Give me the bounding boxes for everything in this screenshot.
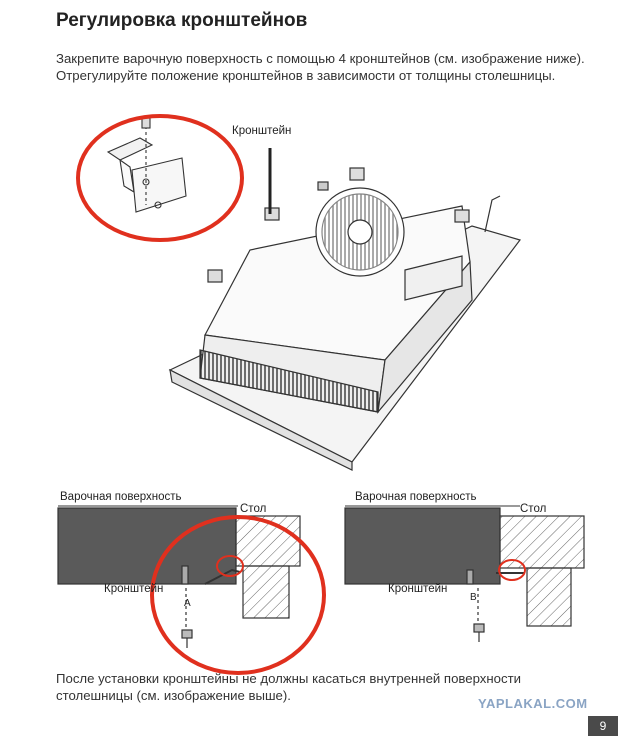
table-label-left: Стол — [240, 503, 267, 515]
page-number-badge: 9 — [588, 716, 618, 736]
bracket-inset-drawing — [108, 118, 186, 212]
detail-right-cross-section — [345, 506, 584, 642]
table-label-right: Стол — [520, 503, 547, 515]
watermark: YAPLAKAL.COM — [478, 696, 588, 711]
note-paragraph: После установки кронштейны не должны касаться внутренней поверхности столешницы (см. изображение выше). — [56, 671, 521, 703]
intro-paragraph: Закрепите варочную поверхность с помощью 4 кронштейнов (см. изображение ниже). Отрегулируйте положение кронштейнов в зависимости от толщины столешницы. — [56, 51, 585, 83]
bracket-label-left: Кронштейн — [104, 583, 164, 595]
bracket-label-main: Кронштейн — [232, 125, 292, 137]
page-title: Регулировка кронштейнов — [56, 10, 308, 31]
marker-b: B — [470, 592, 477, 603]
hob-label-right: Варочная поверхность — [355, 491, 477, 503]
hob-illustration — [170, 168, 520, 470]
bracket-label-right: Кронштейн — [388, 583, 448, 595]
detail-left-cross-section — [58, 506, 300, 648]
marker-a: A — [184, 598, 191, 609]
hob-label-left: Варочная поверхность — [60, 491, 182, 503]
